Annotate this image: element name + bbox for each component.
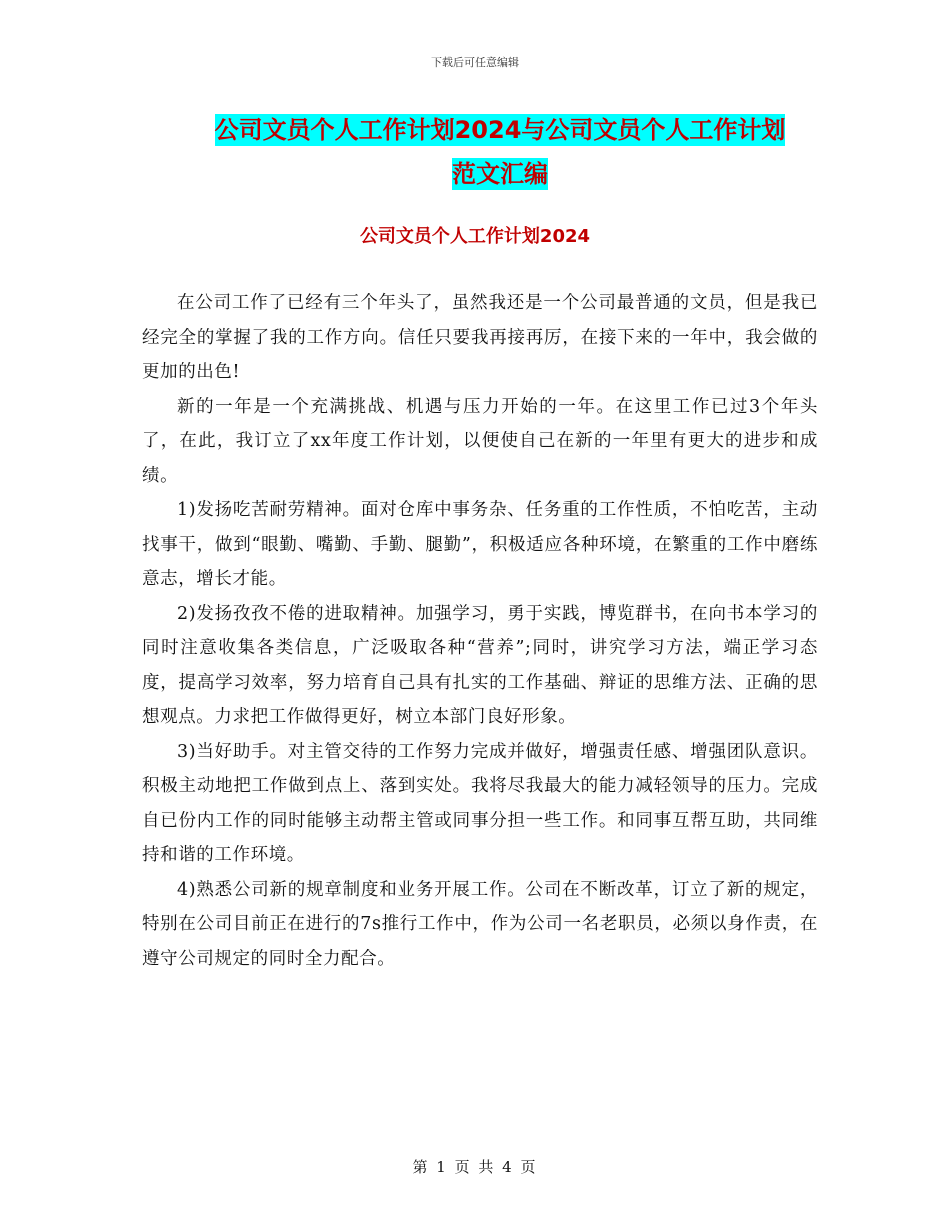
paragraph: 新的一年是一个充满挑战、机遇与压力开始的一年。在这里工作已过3个年头了，在此，我订立了xx年度工作计划，以便使自己在新的一年里有更大的进步和成绩。 (142, 396, 818, 486)
paragraph: 在公司工作了已经有三个年头了，虽然我还是一个公司最普通的文员，但是我已经完全的掌握了我的工作方向。信任只要我再接再厉，在接下来的一年中，我会做的更加的出色! (142, 293, 818, 382)
paragraph: 2)发扬孜孜不倦的进取精神。加强学习，勇于实践，博览群书，在向书本学习的同时注意收集各类信息，广泛吸取各种“营养”;同时，讲究学习方法，端正学习态度，提高学习效率，努力培育自己具有扎实的工作基础、辩证的思维方法、正确的思想观点。力求把工作做得更好，树立本部门良好形象。 (142, 603, 818, 727)
section-title: 公司文员个人工作计划2024 (359, 226, 591, 247)
header-note: 下载后可任意编辑 (431, 56, 519, 69)
document-title-line-1: 公司文员个人工作计划2024与公司文员个人工作计划 (214, 116, 786, 144)
paragraph: 1)发扬吃苦耐劳精神。面对仓库中事务杂、任务重的工作性质，不怕吃苦，主动找事干，做到“眼勤、嘴勤、手勤、腿勤”，积极适应各种环境，在繁重的工作中磨练意志，增长才能。 (142, 500, 818, 589)
document-title (130, 108, 870, 196)
page-footer: 第 1 页 共 4 页 (412, 1158, 538, 1176)
document-body (142, 286, 818, 976)
paragraph: 4)熟悉公司新的规章制度和业务开展工作。公司在不断改革，订立了新的规定，特别在公司目前正在进行的7s推行工作中，作为公司一名老职员，必须以身作责，在遵守公司规定的同时全力配合。 (142, 879, 818, 969)
paragraph: 3)当好助手。对主管交待的工作努力完成并做好，增强责任感、增强团队意识。积极主动地把工作做到点上、落到实处。我将尽我最大的能力减轻领导的压力。完成自已份内工作的同时能够主动帮主管或同事分担一些工作。和同事互帮互助，共同维持和谐的工作环境。 (142, 741, 818, 865)
document-title-line-2: 范文汇编 (452, 160, 548, 188)
